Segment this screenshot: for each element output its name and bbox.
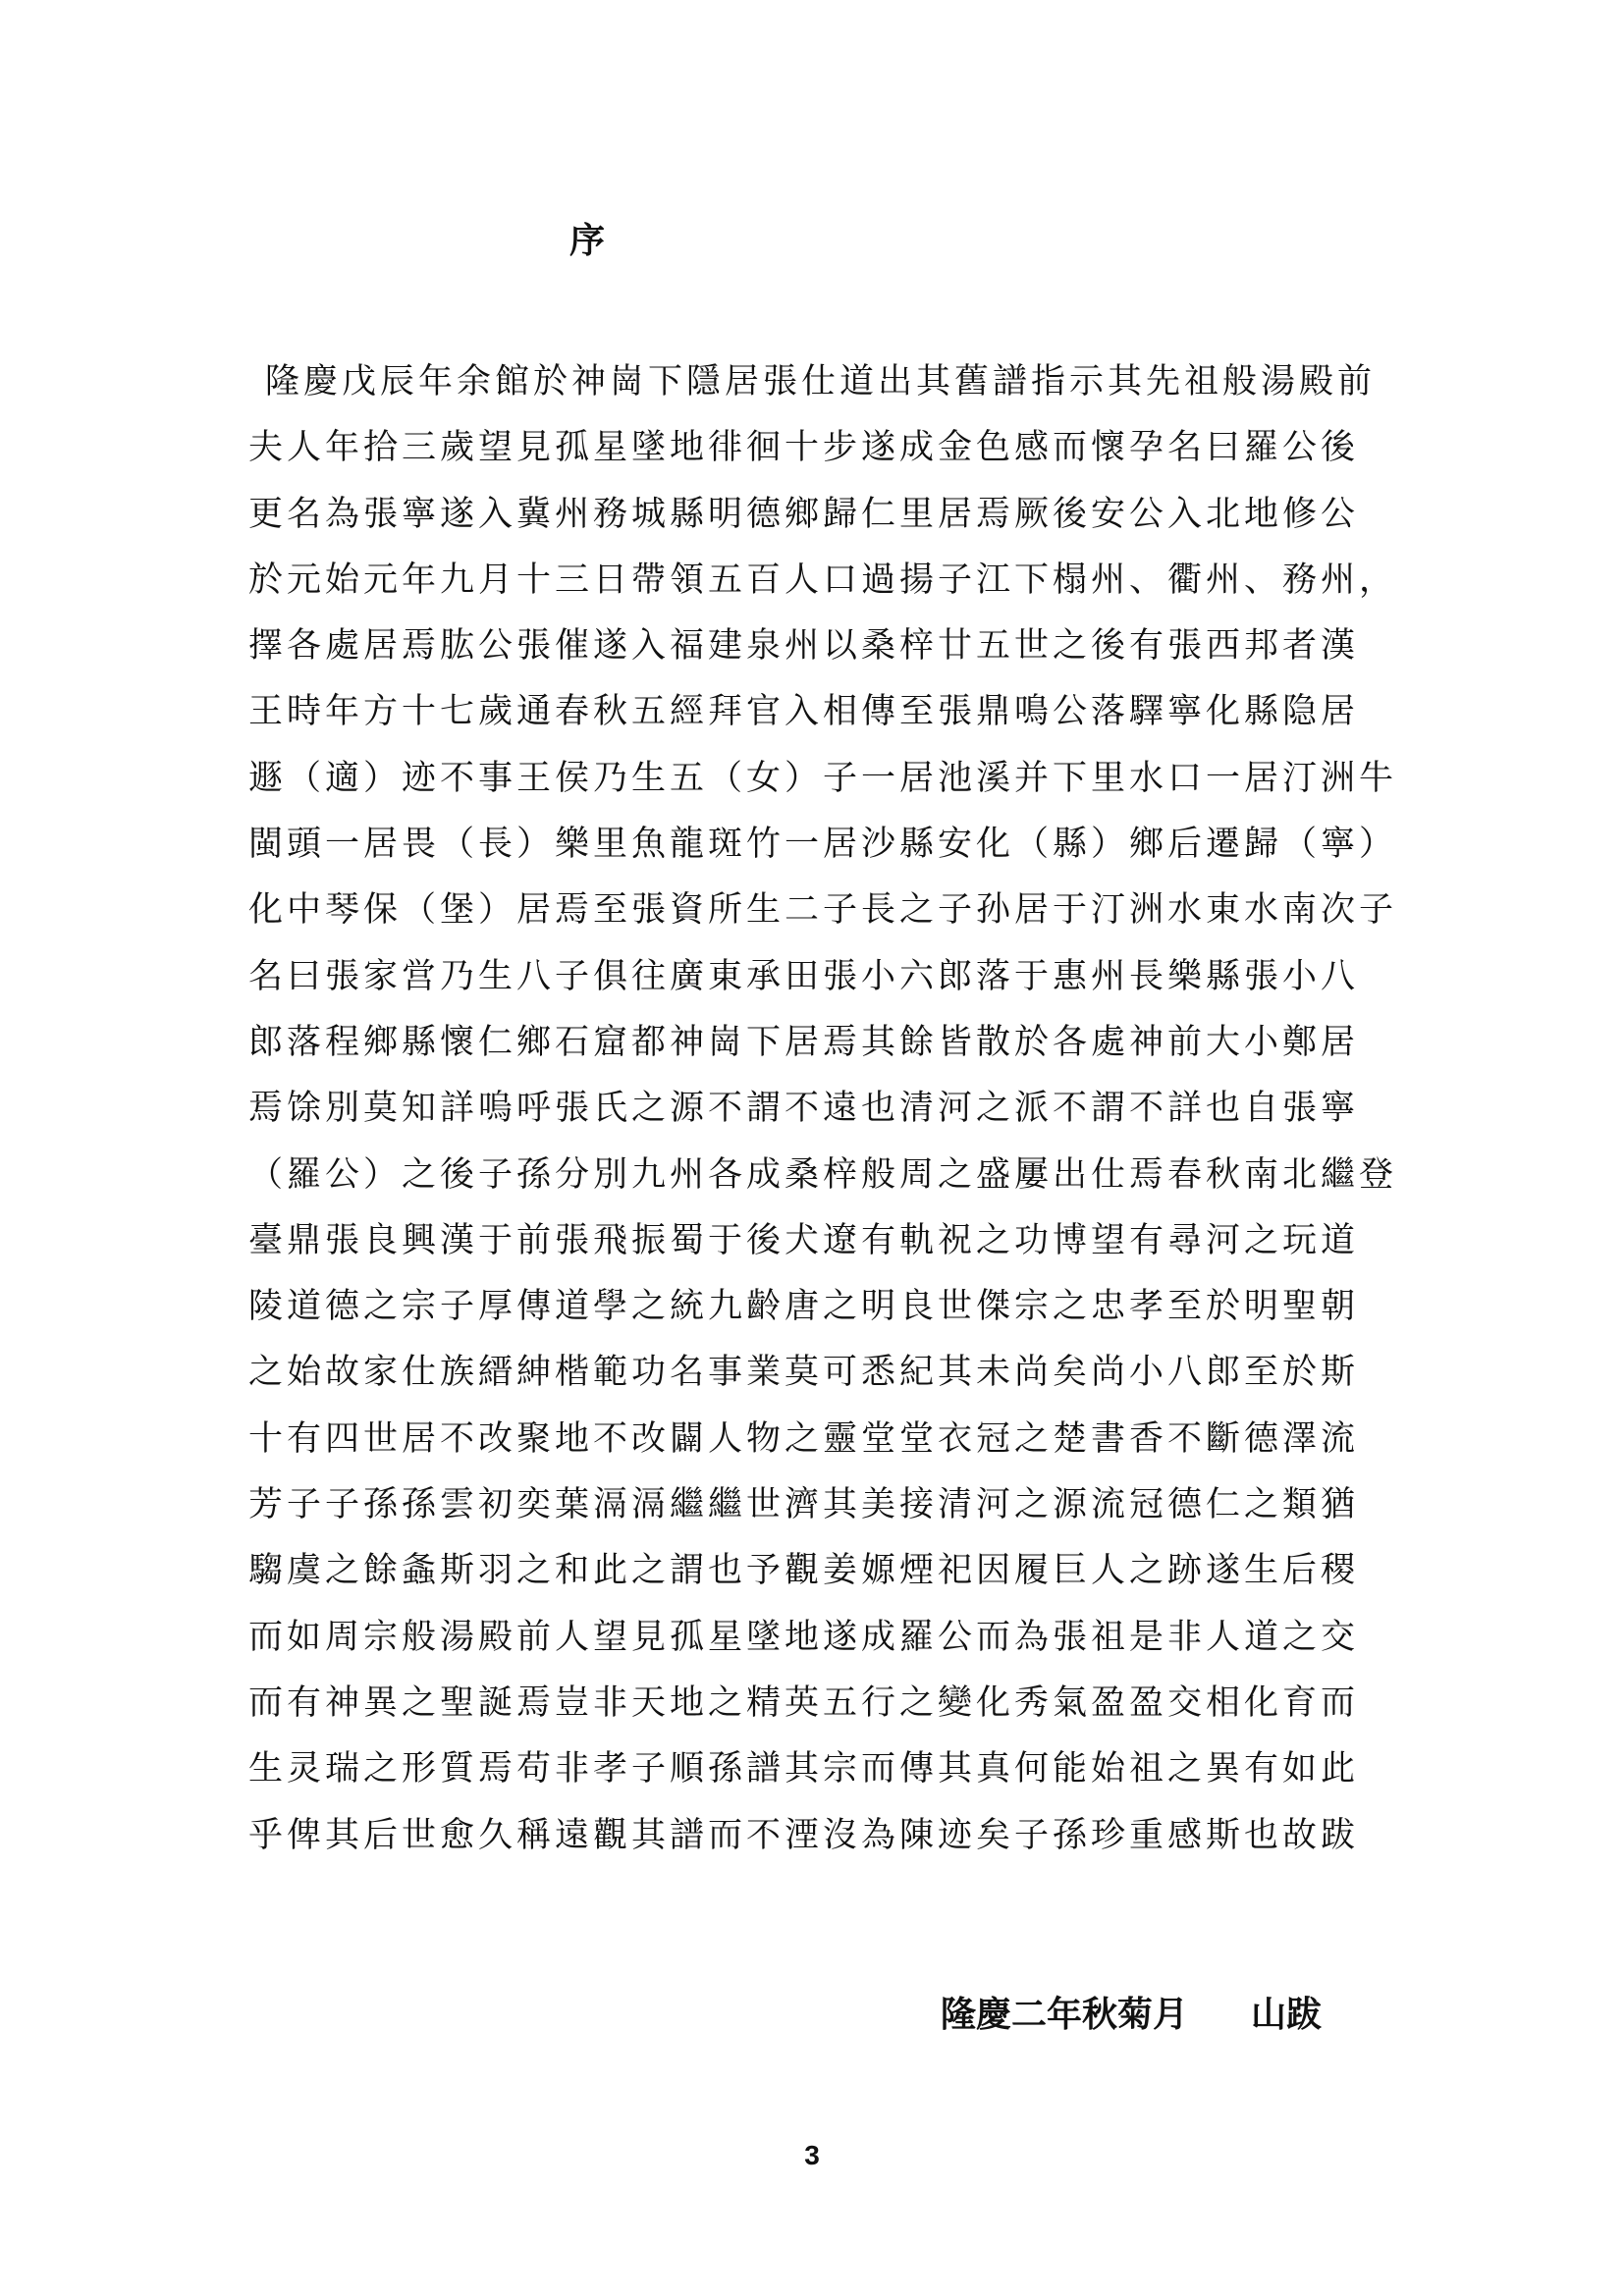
text-line: 芳子子孫孫雲初奕葉滆滆繼繼世濟其美接清河之源流冠德仁之類猶: [248, 1485, 1360, 1525]
signature-author: 山跋: [1251, 1994, 1323, 2035]
text-line: 而有神異之聖誕焉豈非天地之精英五行之變化秀氣盈盈交相化育而: [248, 1682, 1360, 1723]
page-title: 序: [569, 220, 606, 261]
text-line: 焉馀別莫知詳嗚呼張氏之源不謂不遠也清河之派不謂不詳也自張寧: [248, 1089, 1360, 1129]
text-line: 更名為張寧遂入冀州務城縣明德鄉歸仁里居焉厥後安公入北地修公: [248, 494, 1360, 534]
text-line: 名曰張家営乃生八子俱往廣東承田張小六郎落于惠州長樂縣張小八: [248, 956, 1360, 996]
preface-body: [248, 349, 1398, 1869]
text-line: 之始故家仕族縉紳楷範功名事業莫可悉紀其未尚矣尚小八郎至於斯: [248, 1353, 1360, 1393]
text-line: 生灵瑞之形質焉苟非孝子順孫譜其宗而傳其真何能始祖之異有如此: [248, 1749, 1360, 1789]
text-line: 乎俾其后世愈久稱遠觀其譜而不湮沒為陳迹矣子孫珍重感斯也故跋: [248, 1815, 1360, 1855]
text-line: 於元始元年九月十三日帶領五百人口過揚子江下榻州、衢州、務州，: [248, 560, 1398, 600]
text-line: 而如周宗般湯殿前人望見孤星墜地遂成羅公而為張祖是非人道之交: [248, 1617, 1360, 1657]
text-line: （羅公）之後子孫分別九州各成桑梓般周之盛屢出仕焉春秋南北繼登: [248, 1154, 1398, 1195]
signature-line: [941, 1988, 1322, 2041]
text-line: 十有四世居不改聚地不改闢人物之靈堂堂衣冠之楚書香不斷德澤流: [248, 1418, 1360, 1459]
text-line: 陵道德之宗子厚傳道學之統九齡唐之明良世傑宗之忠孝至於明聖朝: [248, 1287, 1360, 1327]
page-number: 3: [804, 2140, 820, 2170]
text-line: 王時年方十七歲通春秋五經拜官入相傳至張鼎鳴公落驛寧化縣隐居: [248, 692, 1360, 732]
text-line: 郎落程鄉縣懷仁鄉石窟都神崗下居焉其餘皆散於各處神前大小鄭居: [248, 1022, 1360, 1062]
text-line: 騶虞之餘螽斯羽之和此之謂也予觀姜嫄煙祀因履巨人之跡遂生后稷: [248, 1551, 1360, 1591]
text-line: 閩頭一居畏（長）樂里魚龍斑竹一居沙縣安化（縣）鄉后遷歸（寧）: [248, 825, 1398, 865]
text-line: 化中琴保（堡）居焉至張資所生二子長之子孙居于汀洲水東水南次子: [248, 890, 1398, 931]
text-line: 遯（適）迹不事王侯乃生五（女）子一居池溪并下里水口一居汀洲牛: [248, 758, 1398, 798]
text-line: 擇各處居焉肱公張催遂入福建泉州以桑梓廿五世之後有張西邦者漢: [248, 626, 1360, 667]
text-line: 臺鼎張良興漢于前張飛振蜀于後犬遼有軌祝之功博望有尋河之玩道: [248, 1220, 1360, 1260]
text-line: 隆慶戊辰年余館於神崗下隱居張仕道出其舊譜指示其先祖般湯殿前: [265, 362, 1377, 401]
text-line: 夫人年拾三歲望見孤星墜地徘徊十步遂成金色感而懷孕名曰羅公後: [248, 428, 1360, 468]
signature-date: 隆慶二年秋菊月: [941, 1994, 1189, 2035]
